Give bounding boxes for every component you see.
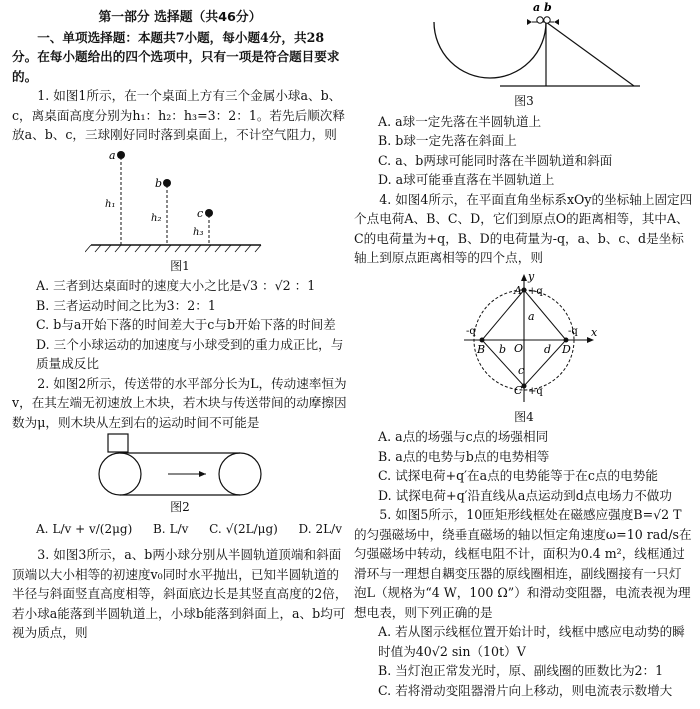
- q4-option-d: D. 试探电荷+q′沿直线从a点运动到d点电场力不做功: [378, 487, 672, 503]
- charge-D: [564, 337, 569, 342]
- label-a-point: a: [528, 309, 535, 323]
- ball-b-fig3: [544, 17, 550, 23]
- section-intro: 一、单项选择题：本题共7小题，每小题4分，共28分。在每小题给出的四个选项中，只有一项是符合题目要求的。: [12, 29, 340, 84]
- label-b: b: [155, 176, 163, 190]
- left-pulley: [99, 453, 141, 495]
- label-h3: h₃: [193, 226, 204, 238]
- figure-4: [444, 268, 604, 408]
- figure-1: [85, 145, 275, 257]
- label-O: O: [514, 341, 524, 355]
- q2-option-d-label: D.: [298, 521, 312, 536]
- q2-option-a-label: A.: [36, 521, 49, 536]
- label-h1: h₁: [105, 198, 116, 210]
- label-x: x: [591, 325, 598, 339]
- ball-b: [163, 179, 171, 187]
- q4-stem: 4. 如图4所示，在平面直角坐标系xOy的坐标轴上固定四个点电荷A、B、C、D，它们到原点O的距离相等，其中A、C的电荷量为+q，B、D的电荷量为-q，a、b、c、d是坐标轴上到原点距离相等的四个点，则: [354, 191, 693, 265]
- q2-option-d-formula: 2L/v: [315, 521, 342, 536]
- label-A: A: [514, 283, 522, 297]
- q5-option-a: A. 若从图示线框位置开始计时，线框中感应电动势的瞬时值为40√2 sin（10t）V: [378, 624, 685, 659]
- figure-3: [404, 0, 644, 92]
- label-b-point: b: [499, 342, 507, 356]
- q3-stem: 3. 如图3所示，a、b两小球分别从半圆轨道顶端和斜面顶端以大小相等的初速度v₀同时水平抛出，已知半圆轨道的半径与斜面竖直高度相等，斜面底边长是其竖直高度的2倍，若小球a能落到半圆轨道上，小球b能落到斜面上，a、b均可视为质点，则: [12, 547, 348, 640]
- left-column: [12, 0, 348, 643]
- q3-option-d: D. a球可能垂直落在半圆轨道上: [378, 172, 555, 187]
- ball-a-fig3: [537, 17, 543, 23]
- q2-option-b-formula: L/v: [169, 521, 189, 536]
- right-column: [354, 0, 694, 700]
- label-minus-q-left: -q: [466, 325, 476, 337]
- section-title: 第一部分 选择题（共46分）: [98, 10, 262, 25]
- q5-option-b: B. 当灯泡正常发光时，原、副线圈的匝数比为2：1: [378, 663, 664, 678]
- label-c: c: [197, 206, 204, 220]
- q2-option-a-formula: L/v + v/(2μg): [52, 521, 133, 536]
- label-h2: h₂: [151, 212, 162, 224]
- label-B: B: [477, 342, 486, 356]
- charge-A: [522, 287, 527, 292]
- block: [108, 434, 128, 452]
- q4-option-c: C. 试探电荷+q′在a点的电势能等于在c点的电势能: [378, 468, 658, 483]
- label-minus-q-right: -q: [568, 325, 578, 337]
- q3-option-a: A. a球一定先落在半圆轨道上: [378, 113, 542, 129]
- q2-options: [12, 518, 348, 540]
- q4-option-b: B. a点的电势与b点的电势相等: [378, 448, 550, 464]
- q1-option-a: A. 三者到达桌面时的速度大小之比是√3 ：√2 ：1: [36, 278, 316, 293]
- q5-option-c: C. 若将滑动变阻器滑片向上移动，则电流表示数增大: [378, 682, 673, 698]
- figure-4-caption: 图4: [514, 409, 534, 424]
- charge-B: [480, 337, 485, 342]
- label-c-point: c: [518, 363, 525, 377]
- q1-stem: 1. 如图1所示，在一个桌面上方有三个金属小球a、b、c，离桌面高度分别为h₁：h₂：h₃=3：2：1。若先后顺次释放a、b、c，三球刚好同时落到桌面上，不计空气阻力，则: [12, 88, 345, 142]
- q2-option-c-formula: √(2L/μg): [225, 521, 278, 536]
- q1-option-b: B. 三者运动时间之比为3：2：1: [36, 297, 216, 313]
- q3-option-c: C. a、b两球可能同时落在半圆轨道和斜面: [378, 152, 613, 168]
- ball-a: [117, 151, 125, 159]
- label-a: a: [109, 148, 116, 162]
- figure-2: [80, 432, 280, 498]
- q2-option-c-label: C.: [209, 521, 222, 536]
- label-ab: a b: [533, 1, 552, 14]
- q4-option-a: A. a点的场强与c点的场强相同: [378, 429, 549, 444]
- label-D: D: [562, 342, 571, 356]
- label-y: y: [528, 269, 535, 283]
- figure-1-caption: 图1: [170, 258, 190, 273]
- q1-option-d: D. 三个小球运动的加速度与小球受到的重力成正比，与质量成反比: [36, 336, 344, 371]
- label-plus-q-top: +q: [528, 285, 543, 297]
- figure-2-caption: 图2: [170, 500, 190, 514]
- right-pulley: [219, 453, 261, 495]
- ball-c: [205, 209, 213, 217]
- q5-stem: 5. 如图5所示，10匝矩形线框处在磁感应强度B=√2 T的匀强磁场中，绕垂直磁场的轴以恒定角速度ω=10 rad/s在匀强磁场中转动，线框电阻不计，面积为0.4 m²，线框通过滑环与一理想自耦变压器的原线圈相连，副线圈接有一只灯泡L（规格为“4 W，100 Ω”）和滑动变阻器，电流表视为理想电表，则下列正确的是: [354, 507, 692, 620]
- q2-stem: 2. 如图2所示，传送带的水平部分长为L，传动速率恒为v，在其左端无初速放上木块，若木块与传送带间的动摩擦因数为μ，则木块从左到右的运动时间不可能是: [12, 375, 347, 430]
- label-C: C: [514, 383, 523, 397]
- q1-option-c: C. b与a开始下落的时间差大于c与b开始下落的时间差: [36, 317, 336, 332]
- label-plus-q-bottom: +q: [528, 385, 543, 397]
- figure-3-caption: 图3: [514, 94, 534, 108]
- q2-option-b-label: B.: [152, 521, 166, 536]
- label-d-point: d: [544, 342, 552, 356]
- q3-option-b: B. b球一定先落在斜面上: [378, 133, 517, 148]
